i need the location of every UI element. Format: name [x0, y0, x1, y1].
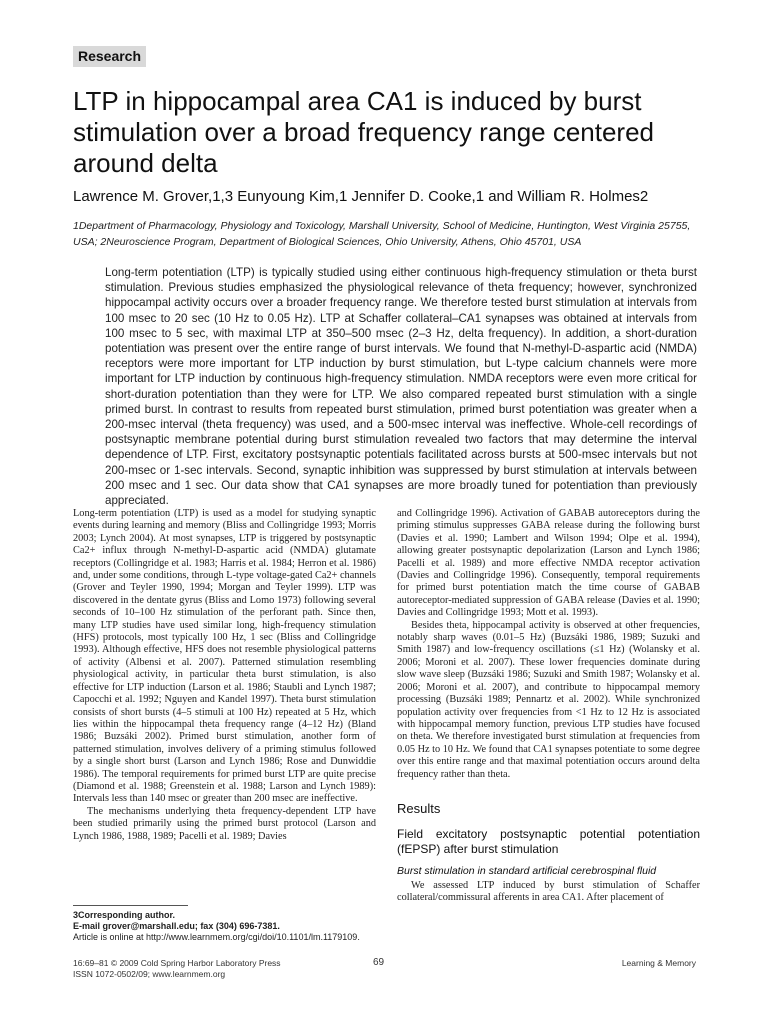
author-list: Lawrence M. Grover,1,3 Eunyoung Kim,1 Jennifer D. Cooke,1 and William R. Holmes2: [73, 188, 649, 205]
results-subsubheading: Burst stimulation in standard artificial cerebrospinal fluid: [397, 865, 657, 878]
journal-name: Learning & Memory: [621, 958, 696, 968]
body-column-left: [73, 508, 376, 843]
corresponding-author: 3Corresponding author.: [73, 910, 176, 920]
footnote-divider: [73, 905, 188, 906]
article-url[interactable]: Article is online at http://www.learnmem.org/cgi/doi/10.1101/lm.1179109.: [73, 932, 360, 942]
body-paragraph: Long-term potentiation (LTP) is used as a model for studying synaptic events during learning and memory (Bliss and Collingridge 1993; Morris 2003; Lynch 2004). At most synapses, LTP is triggered by postsynaptic Ca2+ influx through N-methyl-D-aspartic acid (NMDA) glutamate receptors (Collingridge et al. 1983; Harris et al. 1984; Herron et al. 1986) and, under some conditions, through L-type voltage-gated Ca2+ channels (Grover and Teyler 1990, 1994; Morgan and Teyler 1999). LTP was discovered in the dentate gyrus (Bliss and Lomo 1973) following several seconds of 10–100 Hz stimulation of the perforant path. Since then, many LTP studies have used similar long, high-frequency stimulation (HFS) protocols, most typically 100 Hz, 1 sec (Bliss and Collingridge 1993). Although effective, HFS does not resemble physiological patterns of activity (Albensi et al. 2007). Patterned stimulation resembling physiological activity, in particular theta burst stimulation, is also effective for LTP induction (Larson et al. 1986; Staubli and Lynch 1987; Capocchi et al. 1992; Nguyen and Kandel 1997). Theta burst stimulation consists of short bursts (4–5 stimuli at 100 Hz) repeated at 5 Hz, which lies within the hippocampal theta frequency range (4–12 Hz) (Bland 1986; Buzsáki 2002). Primed burst stimulation, another form of patterned stimulation, involves delivery of a priming stimulus followed by a single short burst (Larson and Lynch 1986; Rose and Dunwiddie 1986). The temporal requirements for primed burst LTP are quite precise (Diamond et al. 1988; Greenstein et al. 1988; Larson and Lynch 1989): Intervals less than 140 msec or greater than 200 msec are ineffective.: [73, 508, 376, 805]
page-number: 69: [373, 957, 385, 968]
section-badge: Research: [73, 46, 146, 67]
issn-line: ISSN 1072-0502/09; www.learnmem.org: [73, 968, 226, 979]
body-column-right: [397, 508, 700, 905]
body-paragraph: and Collingridge 1996). Activation of GABAB autoreceptors during the priming stimulus suppresses GABA release during the following burst (Davies et al. 1990; Lambert and Wilson 1994; Olpe et al. 1994), allowing greater postsynaptic depolarization (Larson and Lynch 1986; Pacelli et al. 1989) and more effective NMDA receptor activation (Davies and Collingridge 1996). Consequently, temporal requirements for primed burst potentiation match the time course of GABAB autoreceptor-mediated suppression of GABA release (Davies et al. 1990; Davies and Collingridge 1993; Mott et al. 1993).: [397, 508, 700, 619]
citation-line: 16:69–81 © 2009 Cold Spring Harbor Laboratory Press: [73, 958, 281, 968]
paper-title: LTP in hippocampal area CA1 is induced by burst stimulation over a broad frequency range centered around delta: [73, 86, 655, 178]
contact-email[interactable]: E-mail grover@marshall.edu; fax (304) 696-7381.: [73, 921, 280, 931]
body-paragraph: We assessed LTP induced by burst stimulation of Schaffer collateral/commissural afferents in area CA1. After placement of: [397, 879, 700, 904]
results-heading: Results: [397, 800, 441, 816]
footer-citation: [73, 958, 281, 979]
body-paragraph: The mechanisms underlying theta frequency-dependent LTP have been studied primarily using the primed burst protocol (Larson and Lynch 1986, 1988, 1989; Pacelli et al. 1989; Davies: [73, 805, 376, 842]
footnote: [73, 910, 403, 943]
affiliations: 1Department of Pharmacology, Physiology and Toxicology, Marshall University, School of Medicine, Huntington, West Virginia 25755, USA; 2Neuroscience Program, Department of Biological Sciences, Ohio University, Athens, Ohio 45701, USA: [73, 220, 691, 248]
abstract: Long-term potentiation (LTP) is typically studied using either continuous high-frequency stimulation or theta burst stimulation. Previous studies emphasized the physiological relevance of theta frequency; however, synchronized hippocampal activity occurs over a broader frequency range. We therefore tested burst stimulation at intervals from 100 msec to 20 sec (10 Hz to 0.05 Hz). LTP at Schaffer collateral–CA1 synapses was obtained at intervals from 100 msec to 5 sec, with maximal LTP at 350–500 msec (2–3 Hz, delta frequency). In addition, a short-duration potentiation was present over the entire range of burst intervals. We found that N-methyl-D-aspartic acid (NMDA) receptors were more important for LTP induction by burst stimulation, but L-type calcium channels were more important for LTP induction by continuous high-frequency stimulation. NMDA receptors were even more critical for short-duration potentiation than they were for LTP. We also compared repeated burst stimulation with a single primed burst. In contrast to results from repeated burst stimulation, primed burst potentiation was greater when a 200-msec interval (theta frequency) was used, and a 500-msec interval was ineffective. Whole-cell recordings of postsynaptic membrane potential during burst stimulation revealed two factors that may determine the interval dependence of LTP. First, excitatory postsynaptic potentials facilitated across bursts at 500-msec intervals but not 200-msec or 1-sec intervals. Second, synaptic inhibition was suppressed by burst stimulation at intervals between 200 msec and 1 sec. Our data show that CA1 synapses are more broadly tuned for potentiation than previously appreciated.: [105, 266, 697, 508]
results-subheading: Field excitatory postsynaptic potential potentiation (fEPSP) after burst stimulation: [397, 827, 700, 857]
body-paragraph: Besides theta, hippocampal activity is observed at other frequencies, notably sharp waves (0.01–5 Hz) (Buzsáki 1986, 1989; Suzuki and Smith 1987) and low-frequency oscillations (≤1 Hz) (Wolansky et al. 2006; Moroni et al. 2007). These lower frequencies dominate during slow wave sleep (Buzsáki 1986; Suzuki and Smith 1987; Wolansky et al. 2006; Moroni et al. 2007), and contribute to hippocampal memory processing (Buzsáki 1989; Pennartz et al. 2002). While synchronized population activity over frequencies from <1 Hz to 12 Hz is associated with hippocampal memory function, previous LTP studies have focused on theta. We therefore investigated burst stimulation at frequencies from 0.05 Hz to 10 Hz. We found that CA1 synapses potentiate to some degree over this entire range and that maximal potentiation occurs around delta frequency rather than theta.: [397, 619, 700, 780]
